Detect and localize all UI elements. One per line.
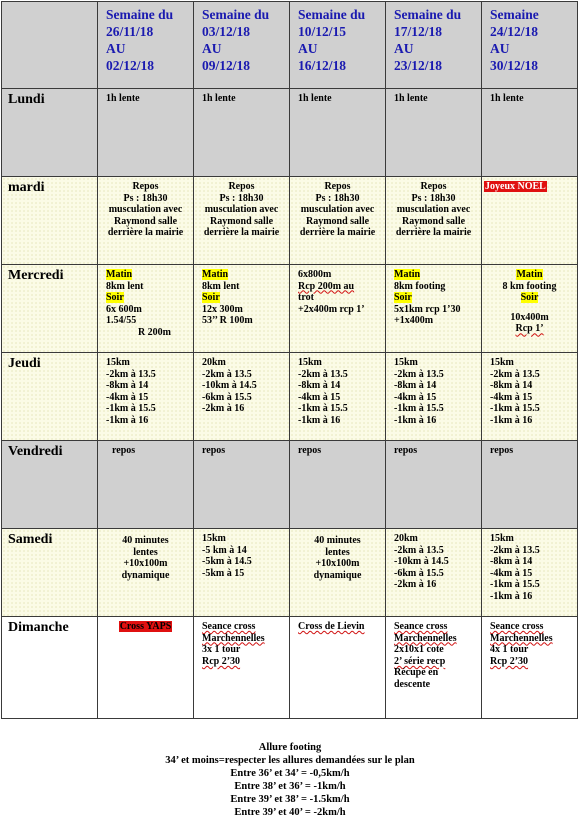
row-dimanche <box>2 617 578 719</box>
mercredi-cell: Matin 8km lent Soir 6x 600m 1.54/55 R 200m <box>106 269 171 338</box>
lundi-cell: 1h lente <box>106 93 140 104</box>
dimanche-cell <box>98 617 193 633</box>
week-header-3: Semaine du 10/12/15 AU 16/12/18 <box>290 2 386 89</box>
mercredi-cell: Matin 8 km footing Soir 10x400m Rcp 1’ <box>502 269 557 335</box>
jeudi-cell: 15km -2km à 13.5 -8km à 14 -4km à 15 -1km à 15.5 -1km à 16 <box>298 357 348 426</box>
jeudi-cell: 20km -2km à 13.5 -10km à 14.5 -6km à 15.5 -2km à 16 <box>202 357 257 415</box>
day-label-dimanche: Dimanche <box>8 620 69 635</box>
day-label-jeudi: Jeudi <box>8 356 41 371</box>
row-samedi <box>2 529 578 617</box>
dimanche-cell: Cross de Lievin <box>298 621 365 632</box>
vendredi-cell: repos <box>112 445 136 456</box>
pace-note-line: Entre 39’ et 40’ = -2km/h <box>234 807 346 818</box>
vendredi-cell: repos <box>202 445 226 456</box>
week-header-4: Semaine du 17/12/18 AU 23/12/18 <box>386 2 482 89</box>
dimanche-cell: Seance cross Marchennelles 4x 1 tour Rcp 2’30 <box>490 621 553 667</box>
jeudi-cell: 15km -2km à 13.5 -8km à 14 -4km à 15 -1km à 15.5 -1km à 16 <box>106 357 156 426</box>
lundi-cell: 1h lente <box>202 93 236 104</box>
row-lundi <box>2 89 578 177</box>
day-label-mardi: mardi <box>8 180 45 195</box>
week-header-1: Semaine du 26/11/18 AU 02/12/18 <box>98 2 194 89</box>
mercredi-cell: Matin 8km lent Soir 12x 300m 53’’ R 100m <box>202 269 253 327</box>
samedi-cell: 40 minutes lentes +10x100m dynamique <box>313 535 362 581</box>
jeudi-cell: 15km -2km à 13.5 -8km à 14 -4km à 15 -1km à 15.5 -1km à 16 <box>394 357 444 426</box>
pace-note-line: 34’ et moins=respecter les allures demandées sur le plan <box>165 755 415 766</box>
week-header-2: Semaine du 03/12/18 AU 09/12/18 <box>194 2 290 89</box>
row-jeudi <box>2 353 578 441</box>
training-plan-table <box>1 1 578 719</box>
mercredi-cell: 6x800m Rcp 200m au trot +2x400m rcp 1’ <box>298 269 365 315</box>
pace-notes <box>0 741 580 819</box>
vendredi-cell: repos <box>298 445 322 456</box>
mardi-cell: Repos Ps : 18h30 musculation avec Raymond salle derrière la mairie <box>107 181 184 239</box>
mardi-cell: Repos Ps : 18h30 musculation avec Raymond salle derrière la mairie <box>395 181 472 239</box>
pace-note-line: Entre 38’ et 36’ = -1km/h <box>234 781 346 792</box>
lundi-cell: 1h lente <box>298 93 332 104</box>
dimanche-cell: Seance cross Marchennelles 3x 1 tour Rcp 2’30 <box>202 621 265 667</box>
dimanche-cell: Seance cross Marchennelles 2x10x1 cote 2’ série recp Récupe en descente <box>394 621 457 690</box>
mardi-cell <box>482 177 577 193</box>
row-vendredi <box>2 441 578 529</box>
joyeux-noel-badge: Joyeux NOEL <box>485 181 546 192</box>
row-mercredi <box>2 265 578 353</box>
pace-notes-title: Allure footing <box>258 742 322 753</box>
samedi-cell: 20km -2km à 13.5 -10km à 14.5 -6km à 15.5 -2km à 16 <box>394 533 449 591</box>
day-label-samedi: Samedi <box>8 532 53 547</box>
vendredi-cell: repos <box>394 445 418 456</box>
samedi-cell: 15km -5 km à 14 -5km à 14.5 -5km à 15 <box>202 533 252 579</box>
day-label-lundi: Lundi <box>8 92 45 107</box>
lundi-cell: 1h lente <box>394 93 428 104</box>
mardi-cell: Repos Ps : 18h30 musculation avec Raymond salle derrière la mairie <box>299 181 376 239</box>
samedi-cell: 40 minutes lentes +10x100m dynamique <box>121 535 170 581</box>
pace-note-line: Entre 39’ et 38’ = -1.5km/h <box>230 794 350 805</box>
mardi-cell: Repos Ps : 18h30 musculation avec Raymond salle derrière la mairie <box>203 181 280 239</box>
corner-cell <box>2 2 98 89</box>
cross-yaps-badge: Cross YAPS <box>119 621 172 632</box>
day-label-mercredi: Mercredi <box>8 268 64 283</box>
samedi-cell: 15km -2km à 13.5 -8km à 14 -4km à 15 -1km à 15.5 -1km à 16 <box>490 533 540 602</box>
lundi-cell: 1h lente <box>490 93 524 104</box>
row-mardi <box>2 177 578 265</box>
header-row <box>2 2 578 89</box>
day-label-vendredi: Vendredi <box>8 444 63 459</box>
pace-note-line: Entre 36’ et 34’ = -0,5km/h <box>230 768 350 779</box>
mercredi-cell: Matin 8km footing Soir 5x1km rcp 1’30 +1x400m <box>394 269 461 327</box>
vendredi-cell: repos <box>490 445 514 456</box>
jeudi-cell: 15km -2km à 13.5 -8km à 14 -4km à 15 -1km à 15.5 -1km à 16 <box>490 357 540 426</box>
week-header-5: Semaine 24/12/18 AU 30/12/18 <box>482 2 578 89</box>
